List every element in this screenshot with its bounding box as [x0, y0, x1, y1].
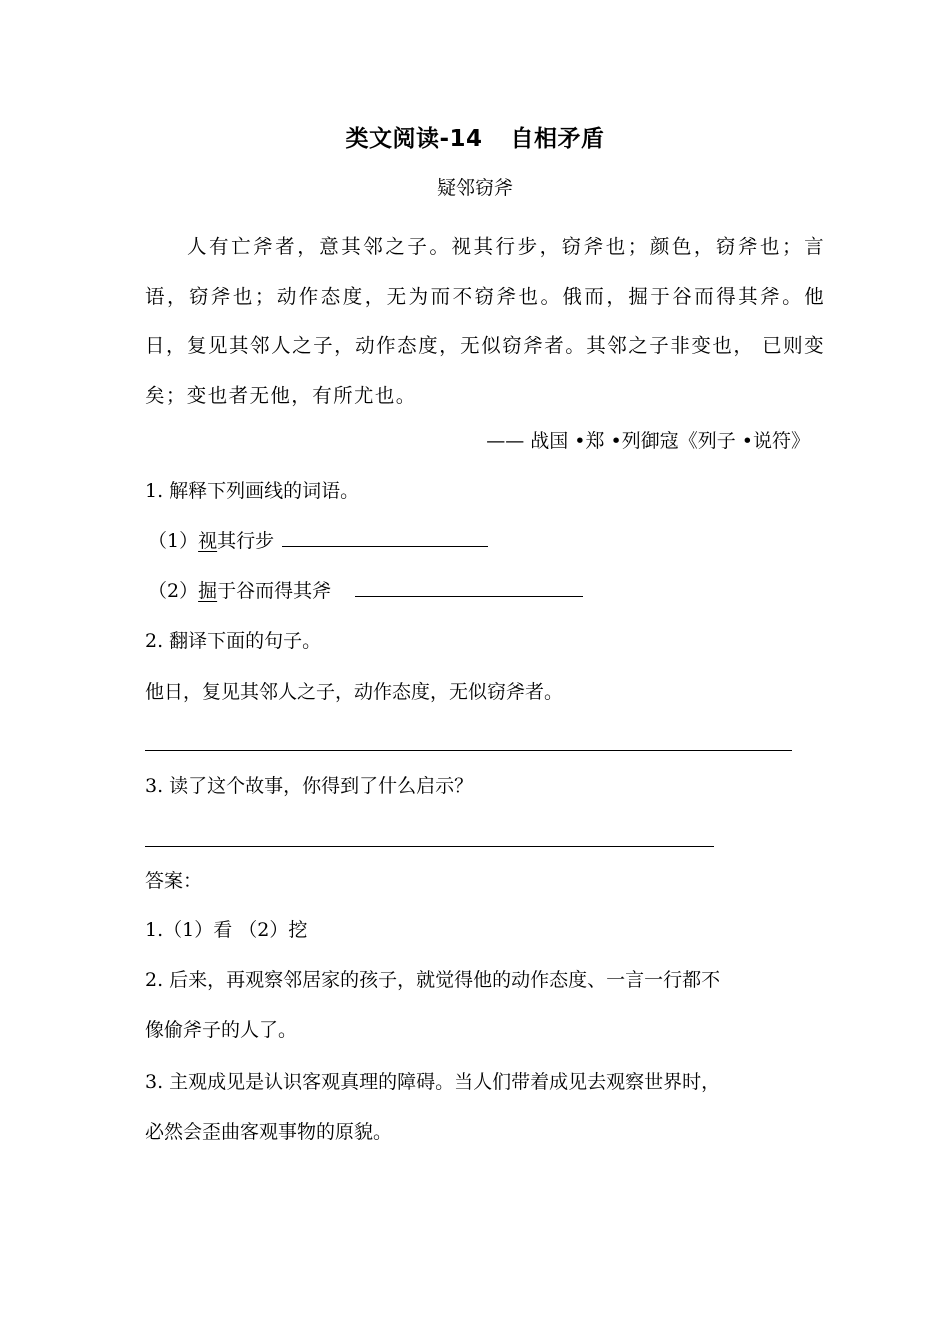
- answer-1: 1.（1）看 （2）挖: [145, 919, 308, 941]
- underlined-word: 掘: [198, 580, 218, 602]
- question-2-answer-line[interactable]: [145, 750, 792, 751]
- question-1-prompt: 1. 解释下列画线的词语。: [145, 480, 360, 502]
- answers-heading: 答案：: [145, 870, 203, 892]
- classical-passage: 人有亡斧者，意其邻之子。视其行步，窃斧也；颜色，窃斧也；言语，窃斧也；动作态度，无为而不窃斧也。俄而，掘于谷而得其斧。他日，复见其邻人之子，动作态度，无似窃斧者。其邻之子非变也， 已则变矣；变也者无他，有所尤也。: [145, 235, 825, 407]
- answer-2-line-2: 像偷斧子的人了。: [145, 1019, 298, 1041]
- answer-2-line-1: 2. 后来，再观察邻居家的孩子，就觉得他的动作态度、一言一行都不: [145, 969, 721, 991]
- question-3-prompt: 3. 读了这个故事，你得到了什么启示？: [145, 775, 474, 797]
- item-text: 其行步: [217, 530, 275, 552]
- answer-blank[interactable]: [355, 578, 583, 597]
- answer-blank[interactable]: [282, 528, 488, 547]
- question-3-answer-line[interactable]: [145, 846, 714, 847]
- question-2-sentence: 他日，复见其邻人之子，动作态度，无似窃斧者。: [145, 681, 564, 703]
- item-number: （2）: [148, 580, 199, 602]
- title-sub: 自相矛盾: [510, 126, 605, 152]
- story-title: 疑邻窃斧: [436, 177, 513, 199]
- answer-3-line-2: 必然会歪曲客观事物的原貌。: [145, 1121, 393, 1143]
- question-2-prompt: 2. 翻译下面的句子。: [145, 630, 322, 652]
- question-1-item-2: [148, 575, 583, 607]
- item-number: （1）: [148, 530, 199, 552]
- item-text: 于谷而得其斧: [217, 580, 332, 602]
- title-main: 类文阅读-14: [345, 126, 483, 152]
- question-1-item-1: [148, 525, 488, 557]
- passage-source: —— 战国 •郑 •列御寇《列子 •说符》: [486, 430, 810, 452]
- page-title: [0, 122, 950, 156]
- answer-3-line-1: 3. 主观成见是认识客观真理的障碍。当人们带着成见去观察世界时，: [145, 1071, 721, 1093]
- underlined-word: 视: [198, 530, 218, 552]
